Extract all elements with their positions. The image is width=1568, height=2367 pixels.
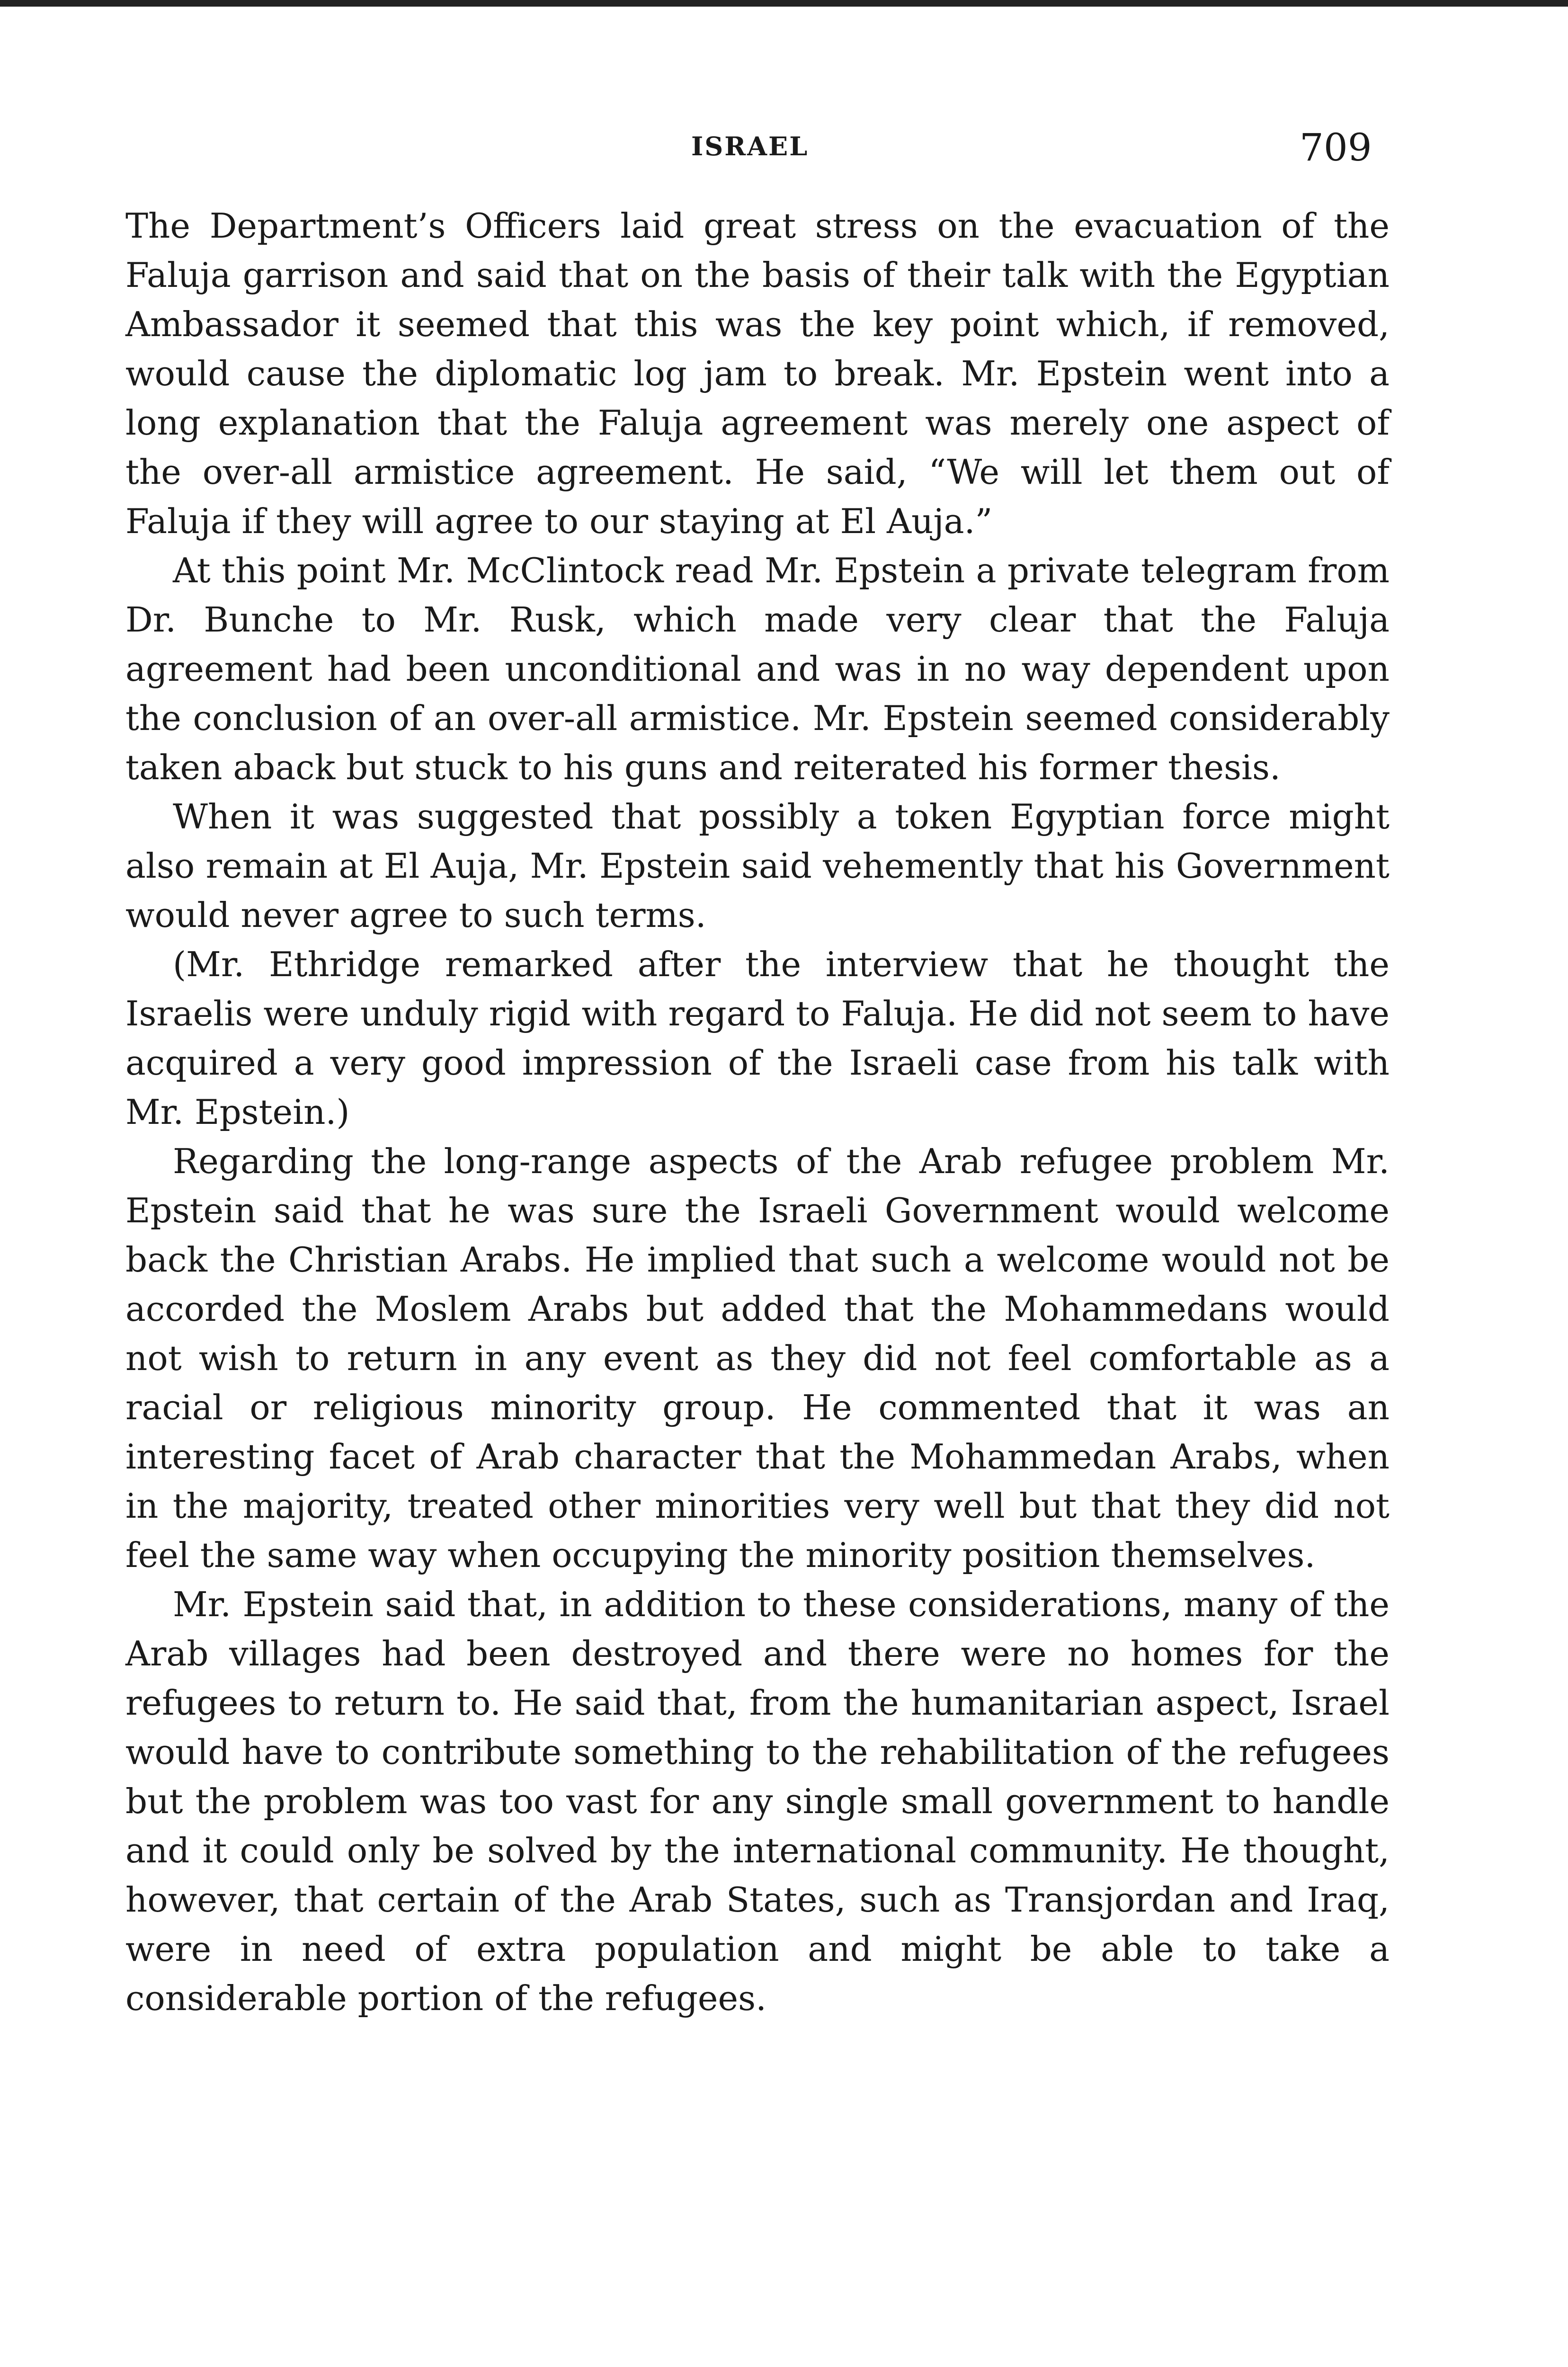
paragraph-mcclintock-telegram: At this point Mr. McClintock read Mr. Epstein a private telegram from Dr. Bunche to Mr. Rusk, which made very clear that the Faluja agreement had been unconditional and was in no way dependent upon the conclusion of an over-all armistice. Mr. Epstein seemed considerably taken aback but stuck to his guns and reiterated his former thesis. [125,551,1390,787]
top-edge-rule [0,0,1568,7]
paragraph-villages-destroyed: Mr. Epstein said that, in addition to these considerations, many of the Arab villages had been destroyed and there were no homes for the refugees to return to. He said that, from the humanitarian aspect, Israel would have to contribute something to the rehabilitation of the refugees but the problem was too vast for any single small government to handle and it could only be solved by the international community. He thought, however, that certain of the Arab States, such as Transjordan and Iraq, were in need of extra population and might be able to take a considerable portion of the refugees. [125,1584,1390,2018]
paragraph-token-force: When it was suggested that possibly a token Egyptian force might also remain at El Auja, Mr. Epstein said vehemently that his Government would never agree to such terms. [125,797,1390,935]
paragraph-refugee-problem: Regarding the long-range aspects of the Arab refugee problem Mr. Epstein said that he was sure the Israeli Government would welcome back the Christian Arabs. He implied that such a welcome would not be accorded the Moslem Arabs but added that the Mohammedans would not wish to return in any event as they did not feel comfortable as a racial or religious minority group. He commented that it was an interesting facet of Arab character that the Mohammedan Arabs, when in the majority, treated other minorities very well but that they did not feel the same way when occupying the minority position themselves. [125,1141,1390,1575]
body-text [125,201,1390,2023]
running-header [0,125,1568,168]
paragraph-faluja-evacuation: The Department’s Officers laid great stress on the evacuation of the Faluja garrison and said that on the basis of their talk with the Egyptian Ambassador it seemed that this was the key point which, if removed, would cause the diplomatic log jam to break. Mr. Epstein went into a long explanation that the Faluja agreement was merely one aspect of the over-all armistice agreement. He said, “We will let them out of Faluja if they will agree to our staying at El Auja.” [125,206,1390,541]
page-number: 709 [1300,125,1372,169]
paragraph-ethridge-remark: (Mr. Ethridge remarked after the interview that he thought the Israelis were unduly rigid with regard to Faluja. He did not seem to have acquired a very good impression of the Israeli case from his talk with Mr. Epstein.) [125,944,1390,1132]
running-title: ISRAEL [691,131,809,161]
